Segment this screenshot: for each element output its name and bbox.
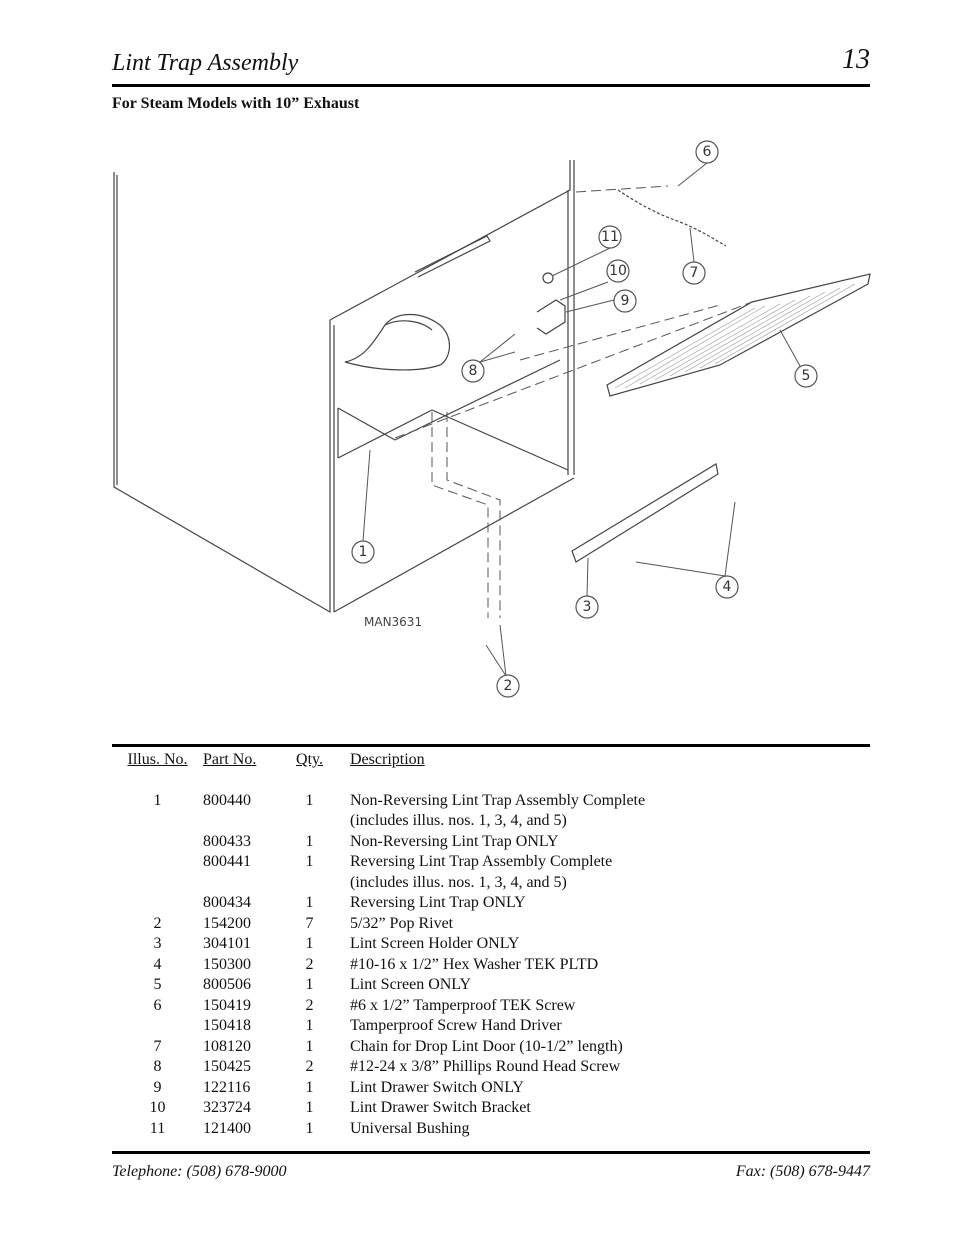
cell-description: Lint Drawer Switch ONLY [350, 1078, 524, 1096]
cell-illus-no [112, 811, 203, 832]
cell-description: Universal Bushing [350, 1119, 470, 1137]
callout-label-3: 3 [582, 599, 592, 615]
table-row [112, 873, 645, 894]
cell-description: Lint Drawer Switch Bracket [350, 1099, 531, 1116]
cell-illus-no: 2 [153, 914, 162, 932]
col-header-illus: Illus. No. [127, 751, 188, 768]
table-row [112, 1037, 645, 1058]
cell-illus-no: 9 [153, 1078, 162, 1096]
table-row [112, 955, 645, 976]
callout-label-2: 2 [503, 678, 513, 694]
cell-part-no: 800440 [203, 791, 251, 809]
cell-qty: 1 [305, 1099, 314, 1116]
cell-qty: 1 [305, 1017, 314, 1034]
callout-label-7: 7 [689, 265, 699, 281]
table-row [112, 1119, 645, 1140]
table-row [112, 811, 645, 832]
cell-part-no: 122116 [203, 1078, 251, 1096]
callout-label-4: 4 [722, 579, 732, 595]
cell-part-no: 323724 [203, 1099, 251, 1116]
cell-illus-no: 1 [153, 791, 162, 809]
cell-illus-no: 5 [153, 976, 162, 993]
cell-qty: 1 [305, 1119, 314, 1137]
table-row [112, 914, 645, 935]
cell-illus-no: 4 [153, 955, 162, 973]
footer-fax: Fax: (508) 678-9447 [735, 1163, 870, 1180]
cell-illus-no [112, 832, 203, 853]
cell-qty: 1 [305, 1078, 314, 1096]
exploded-parts-diagram [100, 130, 880, 710]
cell-part-no: 150418 [203, 1017, 251, 1034]
cell-part-no: 150300 [203, 955, 251, 973]
cell-qty: 1 [305, 1037, 314, 1055]
cell-description: #6 x 1/2” Tamperproof TEK Screw [350, 996, 576, 1014]
cell-description: Reversing Lint Trap Assembly Complete [350, 853, 613, 870]
cell-description: Non-Reversing Lint Trap Assembly Complete [350, 791, 646, 809]
callout-label-8: 8 [468, 363, 478, 379]
cell-part-no: 150419 [203, 996, 251, 1014]
cell-illus-no: 11 [149, 1119, 166, 1137]
col-header-description: Description [350, 751, 425, 768]
cell-description: (includes illus. nos. 1, 3, 4, and 5) [350, 873, 567, 891]
cell-illus-no: 8 [153, 1058, 162, 1075]
cell-illus-no: 3 [153, 935, 162, 952]
cell-description: Reversing Lint Trap ONLY [350, 894, 526, 911]
cell-part-no: 800433 [203, 832, 251, 850]
callout-label-10: 10 [609, 263, 627, 279]
cell-description: #12-24 x 3/8” Phillips Round Head Screw [350, 1058, 621, 1075]
cell-qty: 2 [305, 955, 314, 973]
cell-qty [283, 873, 350, 894]
cell-illus-no: 6 [153, 996, 162, 1014]
cell-part-no: 800441 [203, 853, 251, 870]
table-row [112, 1057, 645, 1078]
table-row [112, 791, 645, 812]
page-number: 13 [842, 44, 870, 75]
page-title: Lint Trap Assembly [112, 50, 299, 76]
cell-part-no: 800506 [203, 976, 251, 993]
cell-illus-no [112, 873, 203, 894]
cell-qty: 2 [305, 1058, 314, 1075]
col-header-part: Part No. [203, 751, 257, 768]
footer-telephone: Telephone: (508) 678-9000 [112, 1163, 287, 1180]
table-row [112, 1016, 645, 1037]
callout-label-11: 11 [601, 229, 619, 245]
cell-description: 5/32” Pop Rivet [350, 914, 454, 932]
cell-part-no: 154200 [203, 914, 251, 932]
cell-illus-no [112, 852, 203, 873]
table-row [112, 832, 645, 853]
cell-part-no: 108120 [203, 1037, 251, 1055]
callout-label-5: 5 [801, 368, 811, 384]
cell-qty: 1 [305, 853, 314, 870]
cell-qty: 7 [305, 914, 314, 932]
cell-qty: 1 [305, 791, 314, 809]
cell-qty: 1 [305, 894, 314, 911]
cell-qty [283, 811, 350, 832]
drawing-code: MAN3631 [364, 615, 423, 629]
cell-part-no: 121400 [203, 1119, 251, 1137]
callout-label-6: 6 [702, 144, 712, 160]
cell-qty: 2 [305, 996, 314, 1014]
table-row [112, 852, 645, 873]
cell-illus-no: 10 [149, 1099, 166, 1116]
cell-part-no [203, 873, 283, 894]
cell-illus-no [112, 1016, 203, 1037]
cell-illus-no [112, 893, 203, 914]
cell-description: Non-Reversing Lint Trap ONLY [350, 832, 559, 850]
cell-qty: 1 [305, 976, 314, 993]
header-rule [112, 84, 870, 87]
table-row [112, 893, 645, 914]
parts-table [112, 750, 645, 1139]
cell-part-no [203, 811, 283, 832]
table-row [112, 934, 645, 955]
callout-label-9: 9 [620, 293, 630, 309]
table-row [112, 975, 645, 996]
table-row [112, 996, 645, 1017]
cell-description: Chain for Drop Lint Door (10-1/2” length) [350, 1037, 623, 1055]
cell-part-no: 304101 [203, 935, 251, 952]
callout-label-1: 1 [358, 544, 368, 560]
cell-qty: 1 [305, 832, 314, 850]
footer-rule [112, 1151, 870, 1154]
table-header-row [112, 750, 645, 791]
cell-description: Lint Screen ONLY [350, 976, 472, 993]
table-rule [112, 744, 870, 747]
table-row [112, 1098, 645, 1119]
cell-part-no: 150425 [203, 1058, 251, 1075]
section-subtitle: For Steam Models with 10” Exhaust [112, 95, 360, 112]
cell-description: #10-16 x 1/2” Hex Washer TEK PLTD [350, 955, 599, 973]
cell-description: Lint Screen Holder ONLY [350, 935, 520, 952]
cell-illus-no: 7 [153, 1037, 162, 1055]
cell-qty: 1 [305, 935, 314, 952]
col-header-qty: Qty. [296, 751, 323, 768]
cell-part-no: 800434 [203, 894, 251, 911]
cell-description: (includes illus. nos. 1, 3, 4, and 5) [350, 812, 567, 829]
table-row [112, 1078, 645, 1099]
parts-table-body [112, 791, 645, 1140]
cell-description: Tamperproof Screw Hand Driver [350, 1017, 562, 1034]
